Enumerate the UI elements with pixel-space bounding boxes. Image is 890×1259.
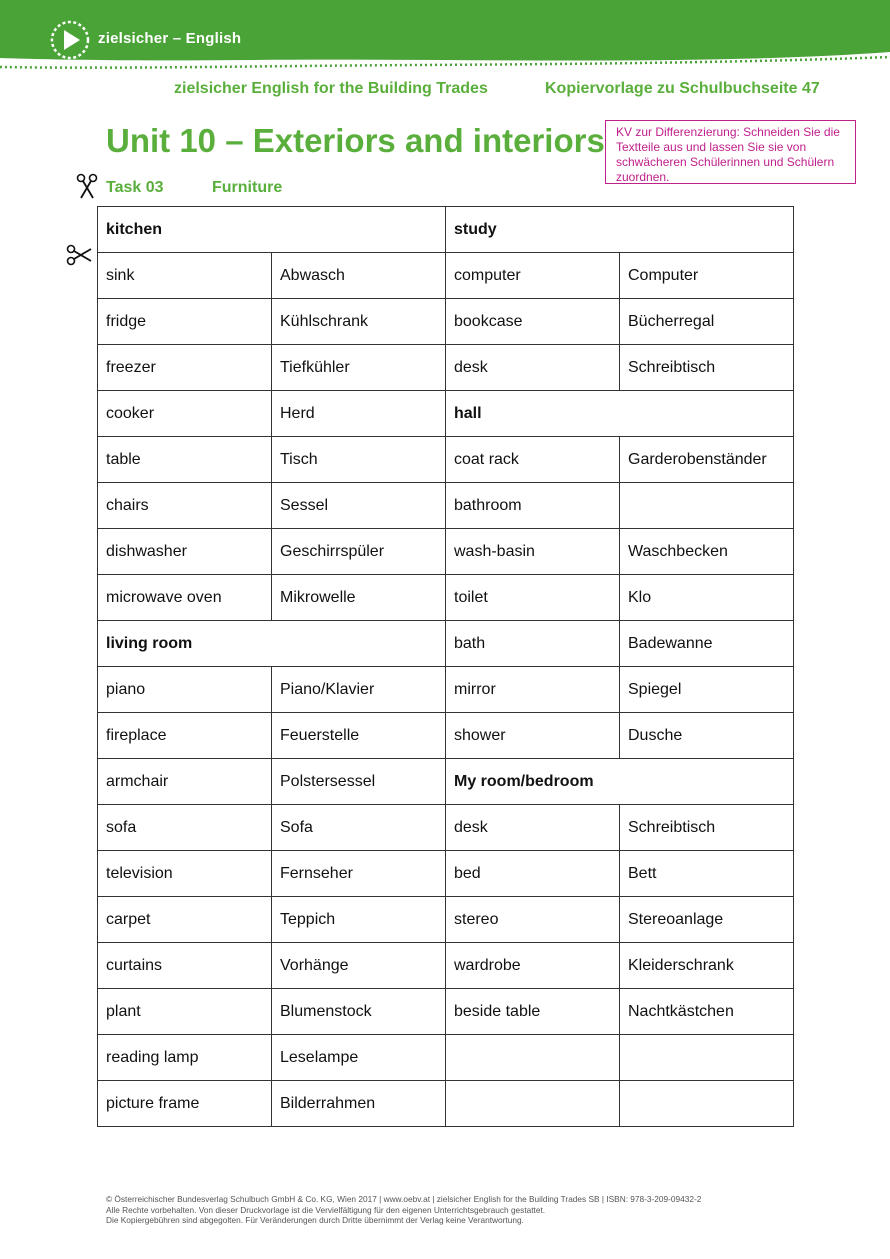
room-header: My room/bedroom [446, 759, 794, 805]
table-row [98, 989, 794, 1035]
table-row [98, 897, 794, 943]
brand-name: zielsicher – English [98, 30, 242, 47]
german-word-cell: Tiefkühler [272, 345, 446, 391]
german-word-cell [620, 1035, 794, 1081]
german-word-cell [620, 483, 794, 529]
german-word-cell: Fernseher [272, 851, 446, 897]
german-word-cell: Geschirrspüler [272, 529, 446, 575]
german-word-cell: Garderobenständer [620, 437, 794, 483]
german-word-cell: Sofa [272, 805, 446, 851]
german-word-cell: Sessel [272, 483, 446, 529]
footer-line: Alle Rechte vorbehalten. Von dieser Druckvorlage ist die Vervielfältigung für den eigenen Unterrichtsgebrauch gestattet. [106, 1204, 546, 1215]
page-title: Unit 10 – Exteriors and interiors [106, 122, 605, 159]
english-word-cell: wash-basin [446, 529, 620, 575]
footer-line: © Österreichischer Bundesverlag Schulbuch GmbH & Co. KG, Wien 2017 | www.oebv.at | zielsicher English for the Building Trades SB | ISBN: 978-3-209-09432-2 [106, 1194, 702, 1204]
english-word-cell: bookcase [446, 299, 620, 345]
german-word-cell: Blumenstock [272, 989, 446, 1035]
german-word-cell: Bett [620, 851, 794, 897]
table-row [98, 299, 794, 345]
english-word-cell: cooker [98, 391, 272, 437]
table-row [98, 713, 794, 759]
table-row [98, 851, 794, 897]
german-word-cell: Leselampe [272, 1035, 446, 1081]
table-row [98, 1081, 794, 1127]
english-word-cell: chairs [98, 483, 272, 529]
english-word-cell [446, 1081, 620, 1127]
footer-line: Die Kopiergebühren sind abgegolten. Für Veränderungen durch Dritte übernimmt der Verlag keine Verantwortung. [106, 1215, 524, 1225]
english-word-cell: sofa [98, 805, 272, 851]
german-word-cell: Teppich [272, 897, 446, 943]
german-word-cell: Feuerstelle [272, 713, 446, 759]
english-word-cell: piano [98, 667, 272, 713]
german-word-cell: Bilderrahmen [272, 1081, 446, 1127]
task-name: Furniture [212, 179, 283, 196]
english-word-cell: bath [446, 621, 620, 667]
german-word-cell: Nachtkästchen [620, 989, 794, 1035]
page-reference: Kopiervorlage zu Schulbuchseite 47 [545, 80, 820, 97]
table-row [98, 1035, 794, 1081]
book-title: zielsicher English for the Building Trades [174, 80, 488, 97]
scissors-icon [76, 173, 98, 199]
room-header: hall [446, 391, 794, 437]
english-word-cell: mirror [446, 667, 620, 713]
german-word-cell: Schreibtisch [620, 345, 794, 391]
table-row [98, 621, 794, 667]
english-word-cell: stereo [446, 897, 620, 943]
table-row [98, 805, 794, 851]
table-row [98, 345, 794, 391]
english-word-cell: desk [446, 345, 620, 391]
vocabulary-table [97, 206, 794, 1127]
english-word-cell: coat rack [446, 437, 620, 483]
table-row [98, 253, 794, 299]
play-icon [50, 20, 90, 60]
english-word-cell [446, 1035, 620, 1081]
german-word-cell: Schreibtisch [620, 805, 794, 851]
table-row [98, 529, 794, 575]
english-word-cell: wardrobe [446, 943, 620, 989]
english-word-cell: reading lamp [98, 1035, 272, 1081]
german-word-cell: Computer [620, 253, 794, 299]
german-word-cell: Piano/Klavier [272, 667, 446, 713]
english-word-cell: fridge [98, 299, 272, 345]
table-row [98, 759, 794, 805]
english-word-cell: plant [98, 989, 272, 1035]
german-word-cell: Abwasch [272, 253, 446, 299]
differentiation-note: KV zur Differenzierung: Schneiden Sie die Textteile aus und lassen Sie sie von schwächeren Schülerinnen und Schülern zuordnen. [605, 120, 856, 184]
german-word-cell: Kühlschrank [272, 299, 446, 345]
german-word-cell: Spiegel [620, 667, 794, 713]
english-word-cell: armchair [98, 759, 272, 805]
english-word-cell: picture frame [98, 1081, 272, 1127]
english-word-cell: table [98, 437, 272, 483]
german-word-cell: Tisch [272, 437, 446, 483]
room-header: living room [98, 621, 446, 667]
german-word-cell: Herd [272, 391, 446, 437]
german-word-cell: Dusche [620, 713, 794, 759]
english-word-cell: fireplace [98, 713, 272, 759]
english-word-cell: television [98, 851, 272, 897]
table-row [98, 483, 794, 529]
german-word-cell: Stereoanlage [620, 897, 794, 943]
english-word-cell: sink [98, 253, 272, 299]
english-word-cell: dishwasher [98, 529, 272, 575]
task-number: Task 03 [106, 179, 164, 196]
english-word-cell: bed [446, 851, 620, 897]
table-row [98, 391, 794, 437]
copyright-footer [106, 1194, 701, 1226]
english-word-cell: curtains [98, 943, 272, 989]
english-word-cell: desk [446, 805, 620, 851]
table-row [98, 207, 794, 253]
german-word-cell: Waschbecken [620, 529, 794, 575]
german-word-cell: Polstersessel [272, 759, 446, 805]
table-row [98, 943, 794, 989]
german-word-cell [620, 1081, 794, 1127]
room-header: study [446, 207, 794, 253]
table-row [98, 575, 794, 621]
english-word-cell: toilet [446, 575, 620, 621]
german-word-cell: Kleiderschrank [620, 943, 794, 989]
english-word-cell: bathroom [446, 483, 620, 529]
german-word-cell: Bücherregal [620, 299, 794, 345]
table-row [98, 437, 794, 483]
english-word-cell: shower [446, 713, 620, 759]
german-word-cell: Vorhänge [272, 943, 446, 989]
room-header: kitchen [98, 207, 446, 253]
english-word-cell: computer [446, 253, 620, 299]
english-word-cell: beside table [446, 989, 620, 1035]
german-word-cell: Mikrowelle [272, 575, 446, 621]
table-row [98, 667, 794, 713]
english-word-cell: freezer [98, 345, 272, 391]
german-word-cell: Badewanne [620, 621, 794, 667]
scissors-icon [66, 244, 92, 266]
german-word-cell: Klo [620, 575, 794, 621]
english-word-cell: carpet [98, 897, 272, 943]
english-word-cell: microwave oven [98, 575, 272, 621]
